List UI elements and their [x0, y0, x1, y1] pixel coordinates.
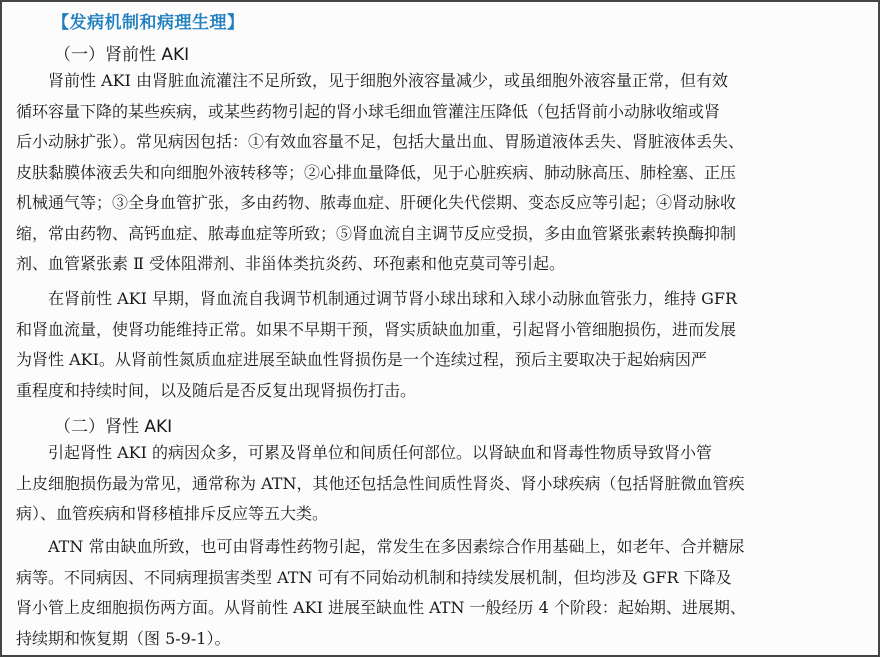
paragraph-prerenal-causes — [16, 66, 876, 280]
paragraph-line: 在肾前性 AKI 早期，肾血流自我调节机制通过调节肾小球出球和入球小动脉血管张力，维持 GFR — [16, 289, 738, 308]
paragraph-line: 肾前性 AKI 由肾脏血流灌注不足所致，见于细胞外液容量减少，或虽细胞外液容量正常，但有效 — [16, 71, 729, 90]
paragraph-renal-causes — [16, 438, 876, 530]
paragraph-line: 为肾性 AKI。从肾前性氮质血症进展至缺血性肾损伤是一个连续过程，预后主要取决于起始病因严 — [16, 350, 707, 369]
paragraph-line: 和肾血流量，使肾功能维持正常。如果不早期干预，肾实质缺血加重，引起肾小管细胞损伤，进而发展 — [16, 319, 737, 339]
section-title: 【发病机制和病理生理】 — [52, 13, 245, 33]
subsection-heading-prerenal: （一）肾前性 AKI — [54, 45, 190, 65]
paragraph-atn — [16, 532, 876, 654]
paragraph-line: 持续期和恢复期（图 5-9-1）。 — [16, 628, 231, 648]
paragraph-prerenal-progression — [16, 284, 876, 406]
paragraph-line: 病等。不同病因、不同病理损害类型 ATN 可有不同始动机制和持续发展机制，但均涉及 GFR 下降及 — [16, 567, 732, 587]
paragraph-line: 剂、血管紧张素 Ⅱ 受体阻滞剂、非甾体类抗炎药、环孢素和他克莫司等引起。 — [16, 254, 566, 273]
paragraph-line: 重程度和持续时间，以及随后是否反复出现肾损伤打击。 — [16, 380, 417, 400]
paragraph-line: 缩，常由药物、高钙血症、脓毒血症等所致；⑤肾血流自主调节反应受损，多由血管紧张素转换酶抑制 — [16, 223, 737, 243]
paragraph-line: 皮肤黏膜体液丢失和向细胞外液转移等；②心排血量降低，见于心脏疾病、肺动脉高压、肺栓塞、正压 — [16, 162, 737, 182]
paragraph-line: ATN 常由缺血所致，也可由肾毒性药物引起，常发生在多因素综合作用基础上，如老年、合并糖尿 — [16, 537, 745, 556]
paragraph-line: 后小动脉扩张）。常见病因包括：①有效血容量不足，包括大量出血、胃肠道液体丢失、肾脏液体丢失、 — [16, 132, 745, 151]
paragraph-line: 病）、血管疾病和肾移植排斥反应等五大类。 — [16, 504, 329, 523]
paragraph-line: 肾小管上皮细胞损伤两方面。从肾前性 AKI 进展至缺血性 ATN 一般经历 4 个阶段：起始期、进展期、 — [16, 598, 746, 617]
paragraph-line: 循环容量下降的某些疾病，或某些药物引起的肾小球毛细血管灌注压降低（包括肾前小动脉收缩或肾 — [16, 101, 721, 121]
paragraph-line: 引起肾性 AKI 的病因众多，可累及肾单位和间质任何部位。以肾缺血和肾毒性物质导致肾小管 — [16, 443, 713, 462]
paragraph-line: 上皮细胞损伤最为常见，通常称为 ATN，其他还包括急性间质性肾炎、肾小球疾病（包括肾脏微血管疾 — [16, 473, 745, 493]
subsection-heading-renal: （二）肾性 AKI — [54, 417, 173, 437]
paragraph-line: 机械通气等；③全身血管扩张，多由药物、脓毒血症、肝硬化失代偿期、变态反应等引起；④肾动脉收 — [16, 193, 737, 212]
